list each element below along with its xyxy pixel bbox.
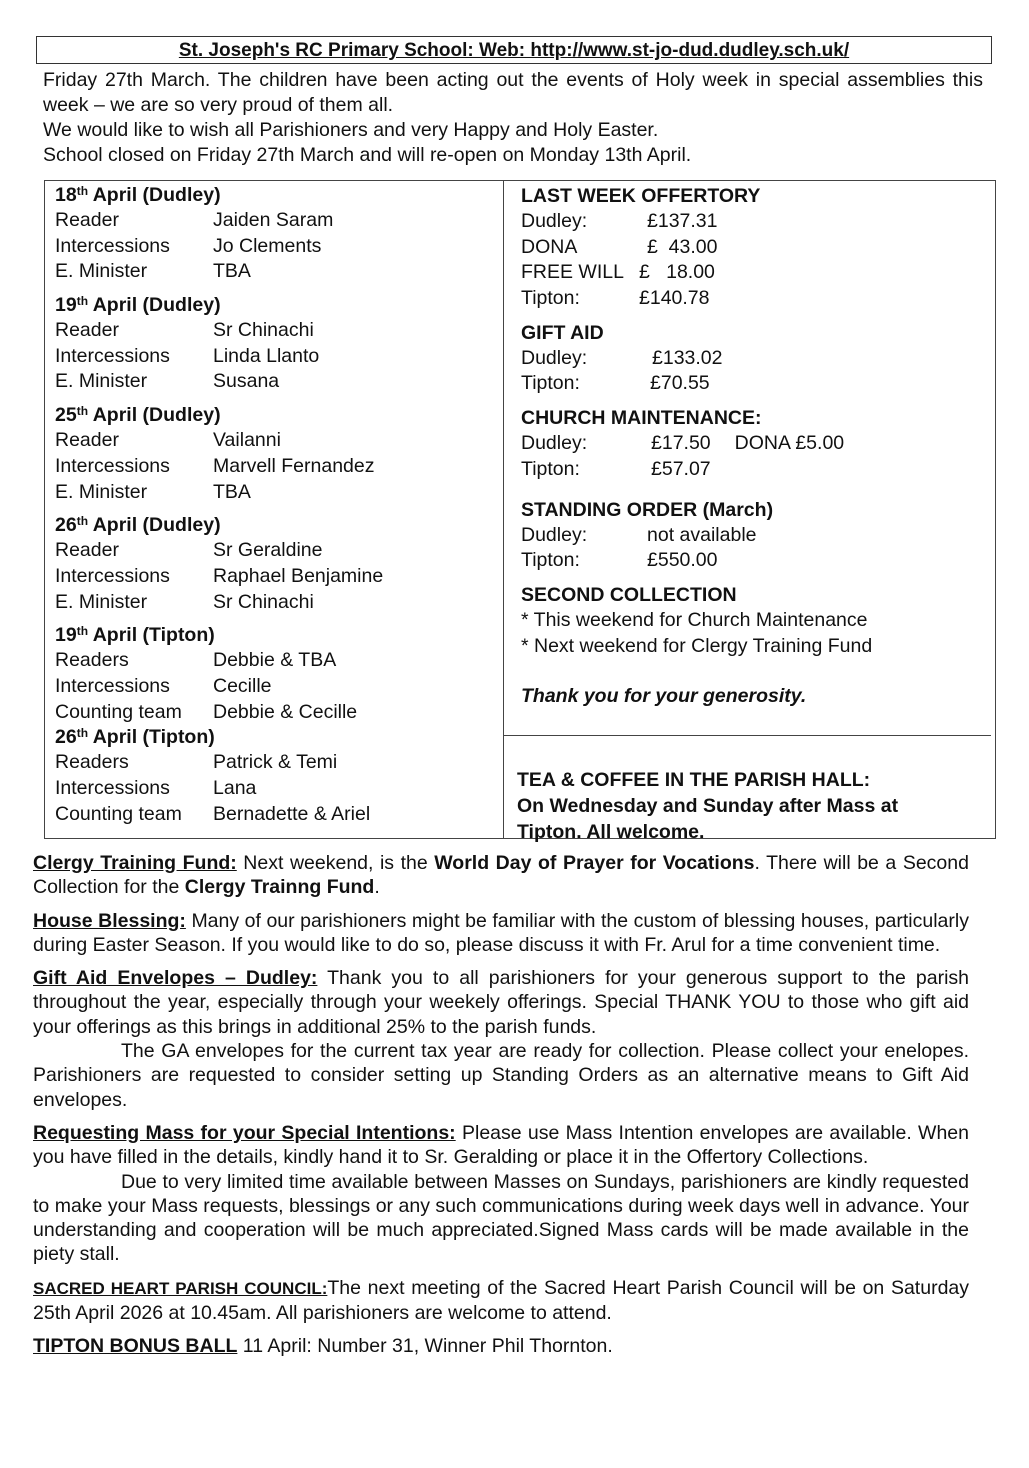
rota-name: Jo Clements	[213, 234, 322, 257]
rota-name: TBA	[213, 480, 251, 503]
rota-row	[55, 802, 495, 828]
rota-name: Debbie & TBA	[213, 649, 337, 672]
rota-row	[55, 590, 495, 616]
offertory-row: Tipton: £140.78	[521, 287, 710, 310]
rota-title: 26th April (Dudley)	[55, 514, 221, 537]
last-week-offertory	[521, 183, 991, 312]
notice-heading: Gift Aid Envelopes – Dudley:	[33, 967, 318, 990]
section-title: GIFT AID	[521, 321, 604, 344]
rota-role: Readers	[55, 649, 129, 672]
rota-row	[55, 454, 495, 480]
rota-row	[55, 428, 495, 454]
notice-heading: Requesting Mass for your Special Intentions:	[33, 1121, 456, 1144]
rota-row	[55, 318, 495, 344]
rota-title: 25th April (Dudley)	[55, 404, 221, 427]
column-divider	[503, 181, 504, 838]
rota-role: E. Minister	[55, 590, 148, 613]
intro-line-1: Friday 27th March. The children have been acting out the events of Holy week in special assemblies this week – we are so very proud of them all.	[43, 69, 983, 116]
rota-block	[55, 183, 495, 285]
rota-role: Intercessions	[55, 564, 170, 587]
offertory-row: Dudley: not available	[521, 523, 757, 546]
intro-line-2: We would like to wish all Parishioners and very Happy and Holy Easter.	[43, 119, 659, 141]
tea-coffee-notice: TEA & COFFEE IN THE PARISH HALL: On Wednesday and Sunday after Mass at Tipton. All welcome.	[517, 769, 899, 843]
offertory-row: Dudley: £137.31	[521, 210, 718, 232]
rota-row	[55, 750, 495, 776]
rota-title: 18th April (Dudley)	[55, 184, 221, 206]
rota-title: 19th April (Tipton)	[55, 624, 215, 647]
rota-row	[55, 369, 495, 395]
rota-role: Intercessions	[55, 777, 170, 799]
offertory-row: Tipton: £70.55	[521, 372, 710, 395]
rota-name: Raphael Benjamine	[213, 564, 384, 587]
rota-block	[55, 725, 495, 827]
rota-name: Sr Geraldine	[213, 539, 323, 562]
rota-row	[55, 564, 495, 590]
rota-role: Reader	[55, 429, 119, 452]
offertory-row: DONA £ 43.00	[521, 235, 718, 258]
rota-title: 19th April (Dudley)	[55, 294, 221, 317]
rota-role: E. Minister	[55, 260, 148, 283]
notice-parish-council: SACRED HEART PARISH COUNCIL:The next meeting of the Sacred Heart Parish Council will be on Saturday 25th April 2026 at 10.45am. All parishioners are welcome to attend.	[33, 1276, 970, 1325]
thank-you-note: Thank you for your generosity.	[521, 685, 807, 708]
rota-role: Reader	[55, 319, 119, 342]
rota-block	[55, 623, 495, 725]
rota-role: E. Minister	[55, 370, 148, 393]
ministry-rota	[55, 183, 495, 827]
rota-row	[55, 700, 495, 726]
rota-block	[55, 513, 495, 615]
notices-section	[33, 851, 969, 1368]
rota-row	[55, 208, 495, 234]
section-title: LAST WEEK OFFERTORY	[521, 185, 761, 207]
rota-name: Susana	[213, 370, 280, 393]
rota-role: Reader	[55, 209, 119, 231]
notice-heading: Clergy Training Fund:	[33, 852, 237, 874]
section-title: STANDING ORDER (March)	[521, 498, 774, 521]
rota-row	[55, 234, 495, 260]
right-panel-divider	[503, 735, 991, 736]
rota-row	[55, 674, 495, 700]
rota-offertory-table	[44, 180, 996, 843]
rota-role: Intercessions	[55, 674, 170, 697]
rota-role: Counting team	[55, 700, 182, 723]
rota-row	[55, 344, 495, 370]
rota-row	[55, 776, 495, 802]
rota-name: Bernadette & Ariel	[213, 802, 371, 825]
rota-name: Jaiden Saram	[213, 209, 334, 231]
offertory-row: Tipton: £550.00	[521, 549, 718, 572]
rota-title: 26th April (Tipton)	[55, 726, 215, 749]
rota-name: Lana	[213, 777, 257, 799]
rota-name: Linda Llanto	[213, 344, 320, 367]
offertory-row: FREE WILL £ 18.00	[521, 261, 715, 284]
notice-heading: House Blessing:	[33, 909, 186, 932]
rota-role: Intercessions	[55, 234, 170, 257]
rota-block	[55, 403, 495, 505]
offertory-panel	[521, 183, 991, 717]
rota-name: Sr Chinachi	[213, 319, 314, 342]
notice-bonus-ball: TIPTON BONUS BALL 11 April: Number 31, Winner Phil Thornton.	[33, 1335, 613, 1358]
notice-heading: TIPTON BONUS BALL	[33, 1335, 238, 1358]
offertory-row: Dudley: £17.50 DONA £5.00	[521, 432, 845, 455]
rota-name: TBA	[213, 260, 251, 283]
offertory-row: Tipton: £57.07	[521, 457, 711, 480]
collection-item: * Next weekend for Clergy Training Fund	[521, 634, 873, 657]
rota-role: Intercessions	[55, 344, 170, 367]
school-header	[36, 36, 992, 64]
section-title: CHURCH MAINTENANCE:	[521, 407, 762, 430]
rota-row	[55, 648, 495, 674]
section-title: SECOND COLLECTION	[521, 583, 737, 606]
rota-name: Marvell Fernandez	[213, 454, 375, 477]
rota-role: Intercessions	[55, 454, 170, 477]
standing-order-section	[521, 497, 991, 574]
intro-section	[43, 68, 983, 168]
notice-gift-aid-envelopes: Gift Aid Envelopes – Dudley: Thank you to all parishioners for your generous support to the parish throughout the year, especially through your weekely offerings. Special THANK YOU to those who gift aid your offerings as this brings in additional 25% to the parish funds. The GA envelopes for the current tax year are ready for collection. Please collect your enelopes. Parishioners are requested to consider setting up Standing Orders as an alternative means to Gift Aid envelopes.	[33, 967, 969, 1111]
rota-row	[55, 480, 495, 506]
rota-name: Cecille	[213, 674, 272, 697]
notice-clergy-training-fund: Clergy Training Fund: Next weekend, is the World Day of Prayer for Vocations. There will be a Second Collection for the Clergy Trainng Fund.	[33, 852, 969, 899]
offertory-row: Dudley: £133.02	[521, 346, 723, 369]
rota-name: Vailanni	[213, 429, 281, 452]
church-maintenance-section	[521, 405, 991, 482]
rota-block	[55, 293, 495, 395]
rota-role: Counting team	[55, 802, 182, 825]
collection-item: * This weekend for Church Maintenance	[521, 608, 868, 631]
rota-role: Readers	[55, 751, 129, 774]
notice-house-blessing: House Blessing: Many of our parishioners might be familiar with the custom of blessing houses, particularly during Easter Season. If you would like to do so, please discuss it with Fr. Arul for a time convenient time.	[33, 909, 969, 956]
notice-heading: SACRED HEART PARISH COUNCIL:	[33, 1278, 328, 1298]
rota-role: E. Minister	[55, 480, 148, 503]
rota-row	[55, 259, 495, 285]
rota-role: Reader	[55, 539, 119, 562]
rota-name: Debbie & Cecille	[213, 700, 358, 723]
gift-aid-section	[521, 320, 991, 397]
notice-mass-intentions: Requesting Mass for your Special Intentions: Please use Mass Intention envelopes are available. When you have filled in the details, kindly hand it to Sr. Geralding or place it in the Offertory Collections. Due to very limited time available between Masses on Sundays, parishioners are kindly requested to make your Mass requests, blessings or any such communications during week days well in advance. Your understanding and cooperation will be much appreciated.Signed Mass cards will be made available in the piety stall.	[33, 1121, 969, 1266]
second-collection-section	[521, 582, 991, 709]
school-header-text: St. Joseph's RC Primary School: Web: http://www.st-jo-dud.dudley.sch.uk/	[178, 40, 850, 61]
intro-line-3: School closed on Friday 27th March and will re-open on Monday 13th April.	[43, 144, 692, 166]
rota-row	[55, 538, 495, 564]
rota-name: Sr Chinachi	[213, 590, 314, 613]
rota-name: Patrick & Temi	[213, 751, 338, 774]
